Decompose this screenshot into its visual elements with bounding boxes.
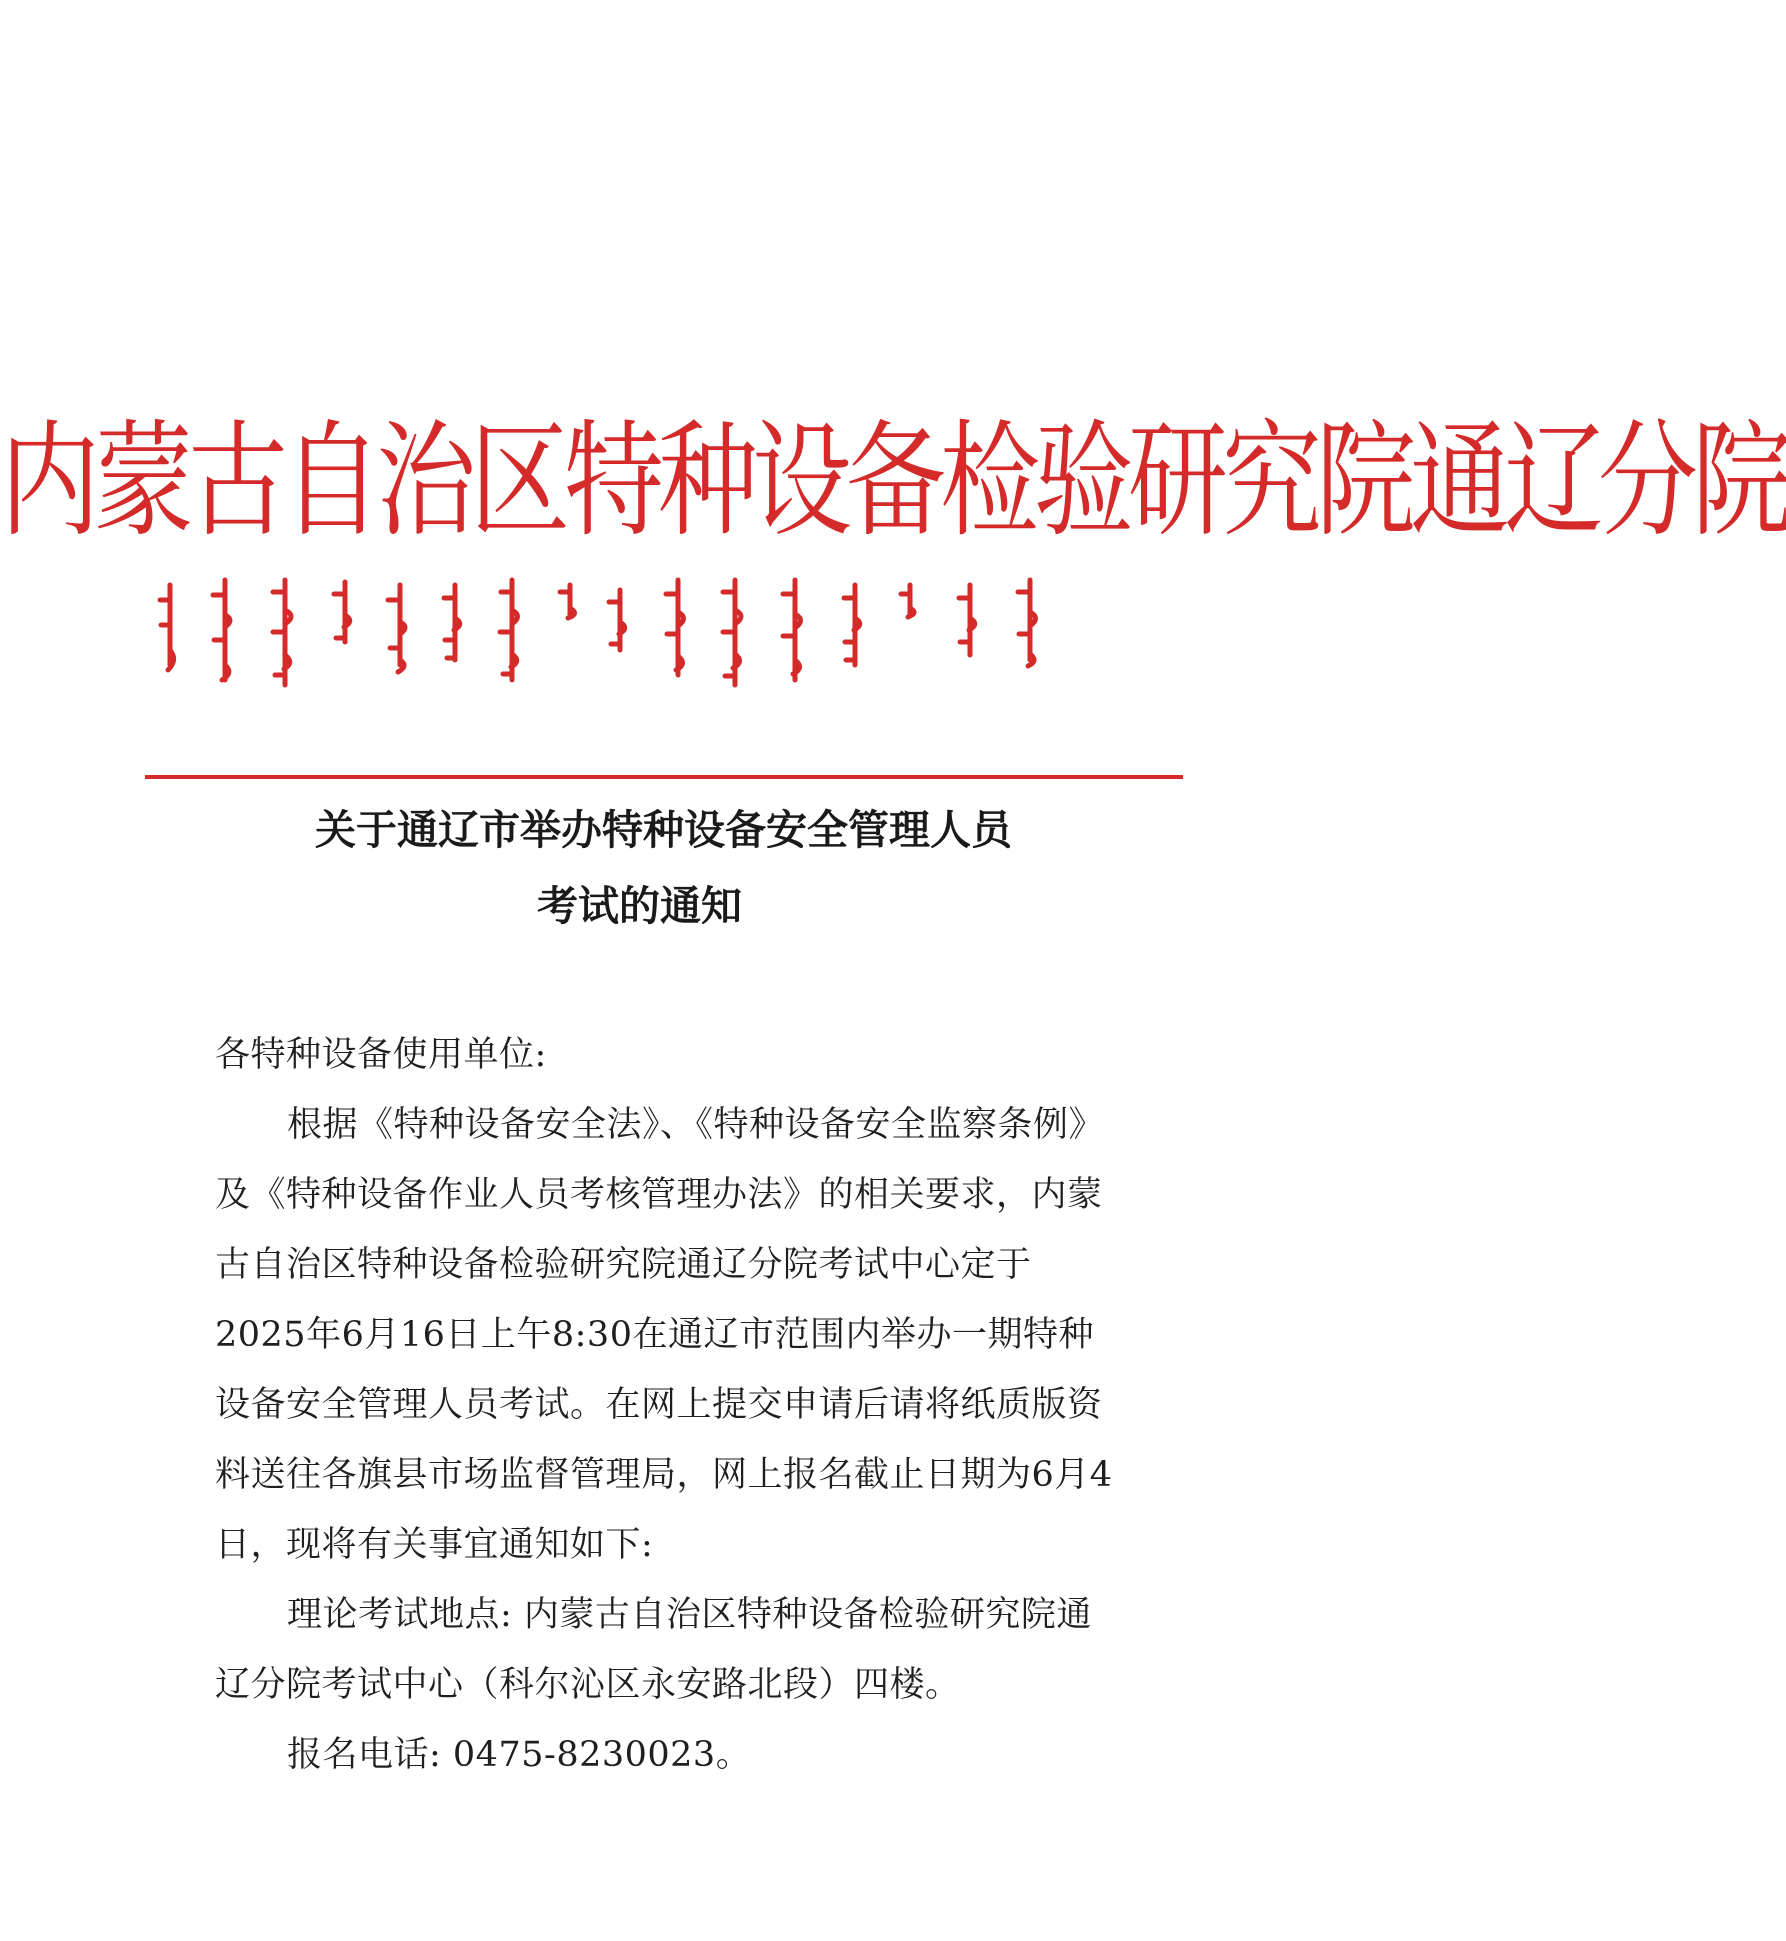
mongolian-script-logo (150, 570, 1150, 690)
mongolian-script-name (150, 570, 1150, 690)
organization-name: 内蒙古自治区特种设备检验研究院通辽分院 (0, 407, 1786, 554)
paragraph-exam-location: 理论考试地点: 内蒙古自治区特种设备检验研究院通辽分院考试中心（科尔沁区永安路北段）四楼。 (215, 1595, 1092, 1705)
notice-title-line-1: 关于通辽市举办特种设备安全管理人员 (315, 806, 1012, 854)
paragraph-main: 根据《特种设备安全法》、《特种设备安全监察条例》及《特种设备作业人员考核管理办法》的相关要求，内蒙古自治区特种设备检验研究院通辽分院考试中心定于2025年6月16日上午8:30在通辽市范围内举办一期特种设备安全管理人员考试。在网上提交申请后请将纸质版资料送往各旗县市场监督管理局，网上报名截止日期为6月4日，现将有关事宜通知如下: (215, 1105, 1113, 1565)
header-divider (145, 775, 1183, 779)
paragraph-phone: 报名电话: 0475-8230023。 (287, 1735, 752, 1775)
salutation: 各特种设备使用单位: (215, 1035, 547, 1075)
notice-title-line-2: 考试的通知 (537, 882, 742, 930)
